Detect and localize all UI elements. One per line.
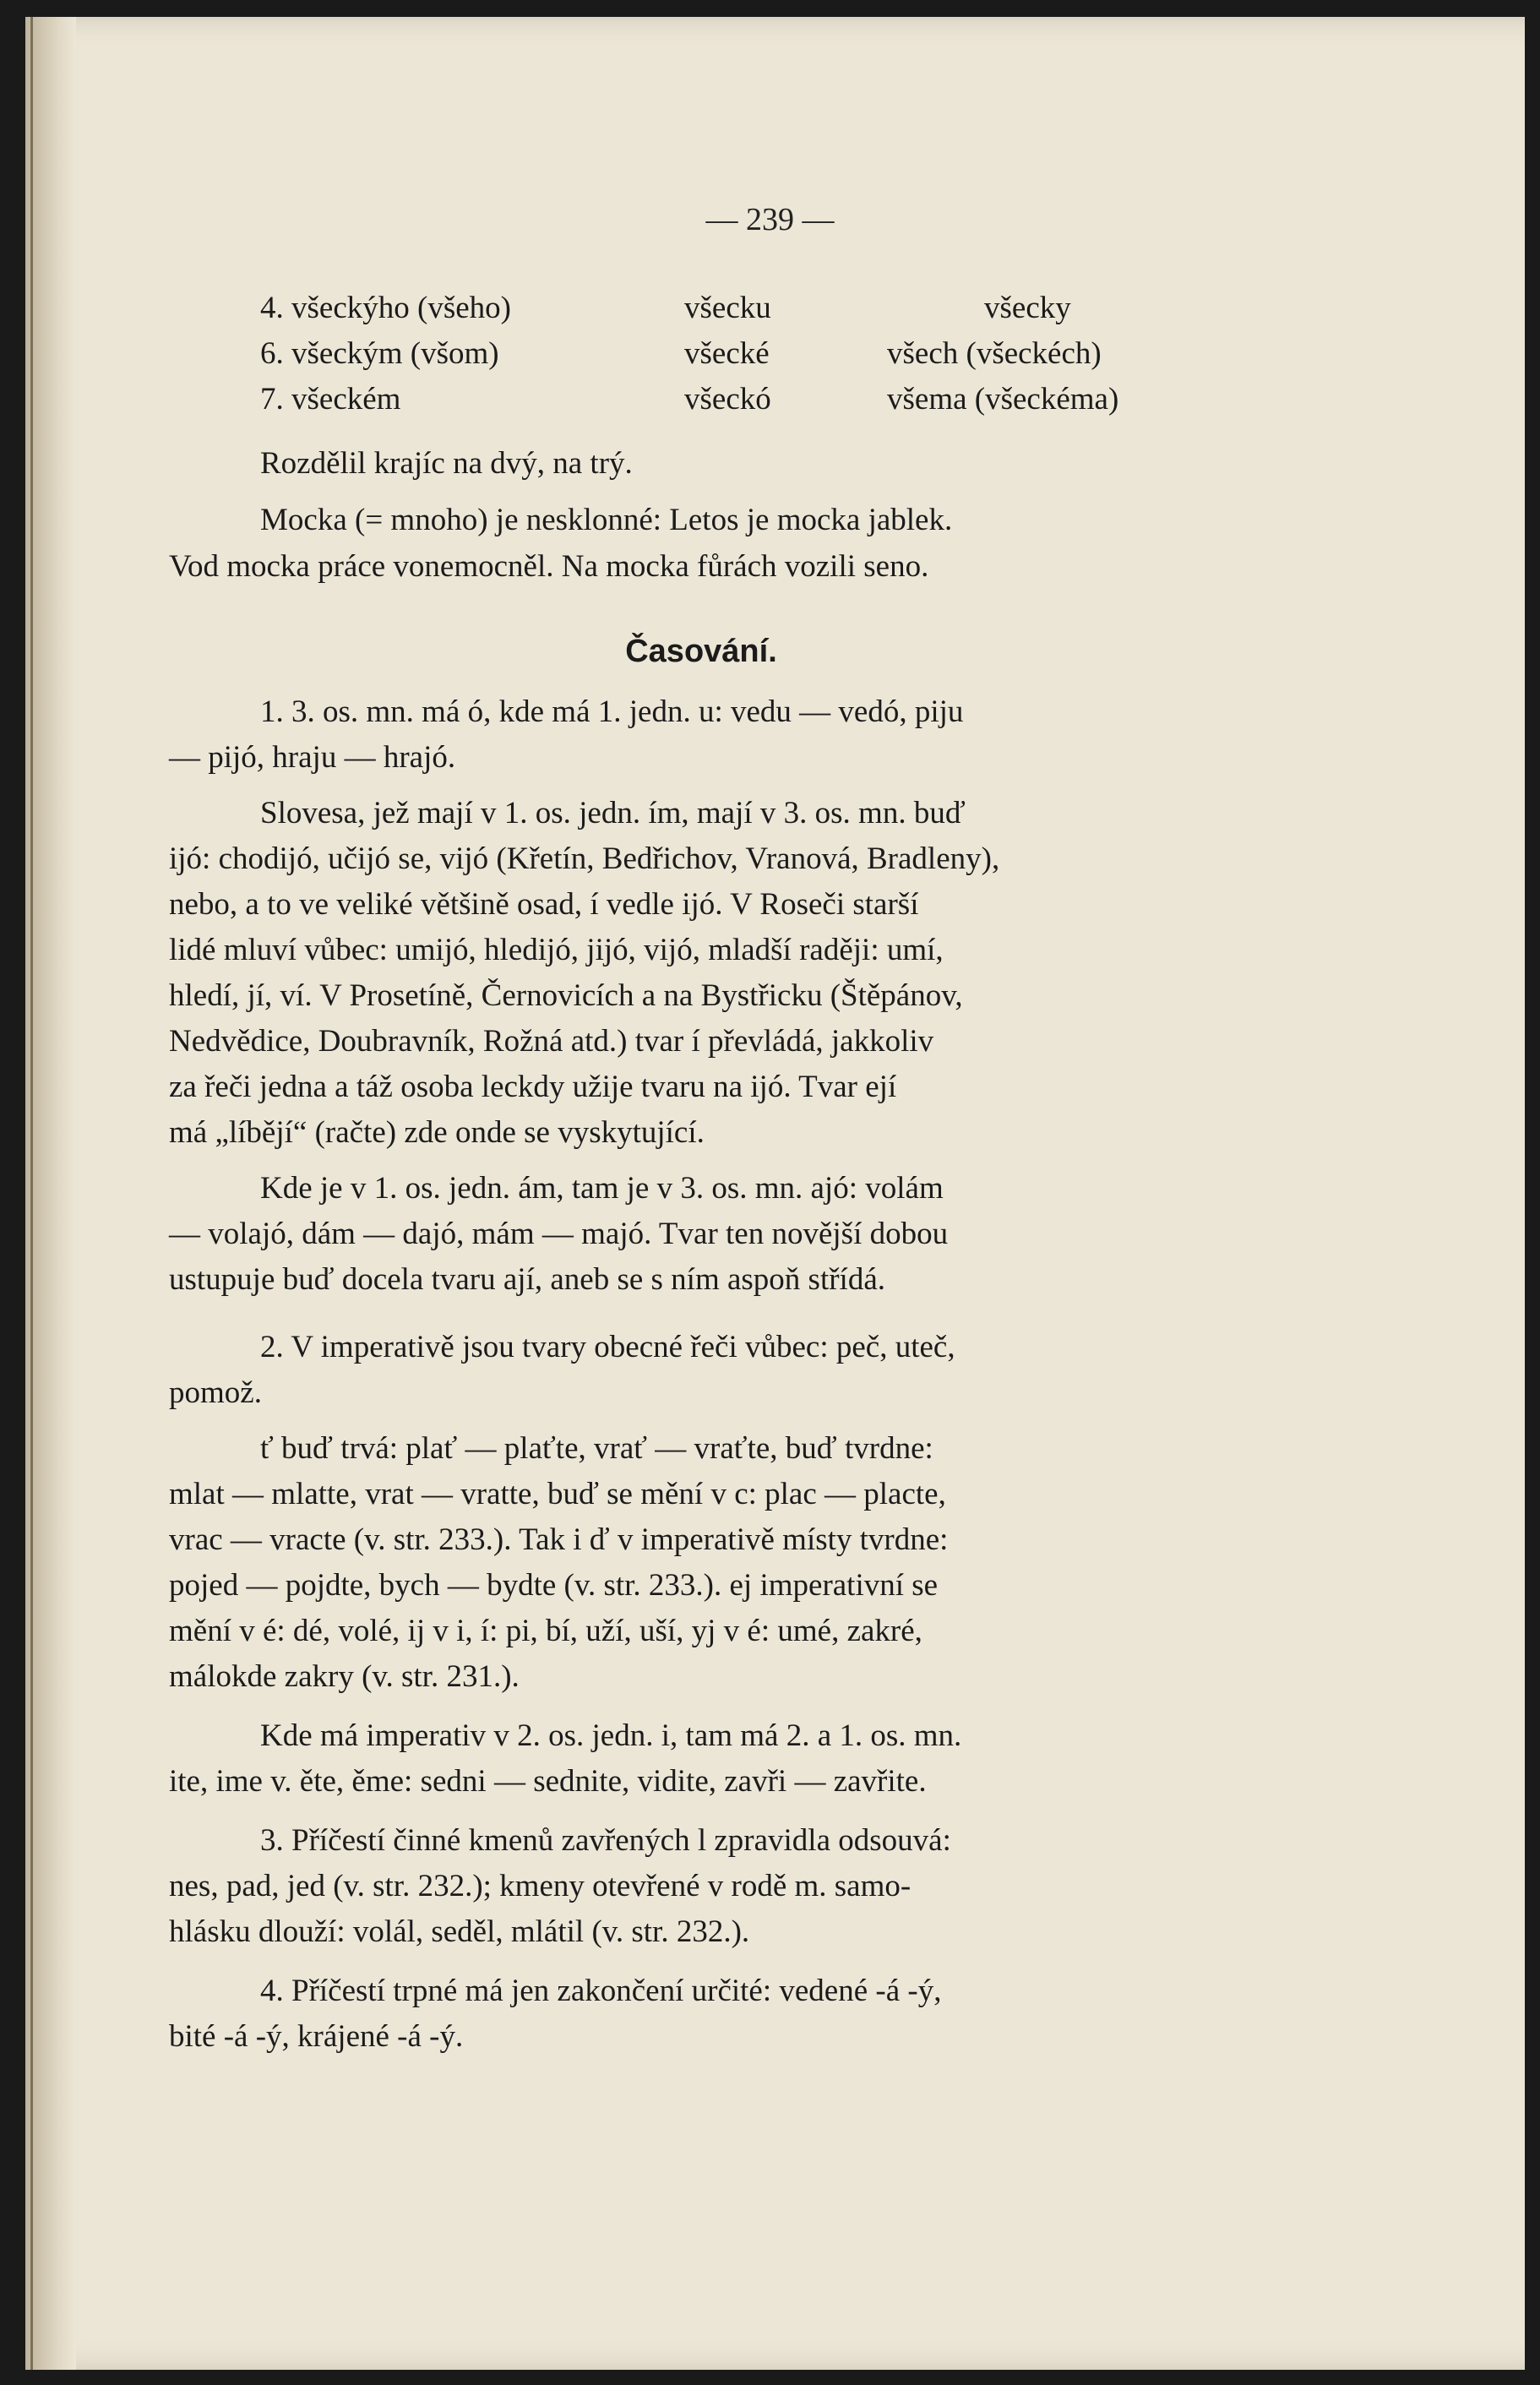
section-heading: Časování. bbox=[625, 634, 777, 669]
table-cell: všecké bbox=[684, 336, 770, 371]
table-cell: všema (všeckéma) bbox=[887, 382, 1119, 417]
table-cell: 7. všeckém bbox=[260, 382, 401, 417]
text-line: Vod mocka práce vonemocněl. Na mocka fůrách vozili seno. bbox=[169, 549, 929, 584]
text-line: vrac — vracte (v. str. 233.). Tak i ď v imperativě místy tvrdne: bbox=[169, 1522, 949, 1557]
text-line: mlat — mlatte, vrat — vratte, buď se mění v c: plac — placte, bbox=[169, 1477, 946, 1511]
text-line: ijó: chodijó, učijó se, vijó (Křetín, Bedřichov, Vranová, Bradleny), bbox=[169, 841, 1000, 876]
table-cell: 6. všeckým (všom) bbox=[260, 336, 499, 371]
table-cell: 4. všeckýho (všeho) bbox=[260, 291, 511, 325]
text-line: Nedvědice, Doubravník, Rožná atd.) tvar í převládá, jakkoliv bbox=[169, 1024, 934, 1059]
text-line: Kde je v 1. os. jedn. ám, tam je v 3. os. mn. ajó: volám bbox=[260, 1171, 944, 1206]
text-line: 2. V imperativě jsou tvary obecné řeči vůbec: peč, uteč, bbox=[260, 1330, 955, 1364]
text-line: pomož. bbox=[169, 1375, 262, 1410]
text-line: lidé mluví vůbec: umijó, hledijó, jijó, vijó, mladší raději: umí, bbox=[169, 933, 944, 967]
text-line: Mocka (= mnoho) je nesklonné: Letos je mocka jablek. bbox=[260, 503, 953, 537]
text-line: nebo, a to ve veliké většině osad, í vedle ijó. V Roseči starší bbox=[169, 887, 919, 922]
text-line: ustupuje buď docela tvaru ají, aneb se s ním aspoň střídá. bbox=[169, 1262, 886, 1297]
text-line: má „líbějí“ (račte) zde onde se vyskytující. bbox=[169, 1115, 705, 1150]
text-line: ť buď trvá: plať — plaťte, vrať — vraťte, buď tvrdne: bbox=[260, 1431, 933, 1466]
text-line: Kde má imperativ v 2. os. jedn. i, tam má 2. a 1. os. mn. bbox=[260, 1718, 962, 1753]
table-cell: všecky bbox=[984, 291, 1071, 325]
page-number: — 239 — bbox=[705, 202, 835, 237]
text-line: hlásku dlouží: volál, seděl, mlátil (v. str. 232.). bbox=[169, 1914, 750, 1949]
text-line: Rozdělil krajíc na dvý, na trý. bbox=[260, 446, 633, 481]
text-line: Slovesa, jež mají v 1. os. jedn. ím, mají v 3. os. mn. buď bbox=[260, 796, 966, 830]
text-line: bité -á -ý, krájené -á -ý. bbox=[169, 2019, 464, 2054]
text-line: hledí, jí, ví. V Prosetíně, Černovicích a na Bystřicku (Štěpánov, bbox=[169, 978, 963, 1013]
text-line: málokde zakry (v. str. 231.). bbox=[169, 1659, 520, 1694]
text-line: pojed — pojdte, bych — bydte (v. str. 233.). ej imperativní se bbox=[169, 1568, 939, 1603]
table-cell: všech (všeckéch) bbox=[887, 336, 1102, 371]
text-line: ite, ime v. ěte, ěme: sedni — sednite, vidite, zavři — zavřite. bbox=[169, 1764, 927, 1799]
text-line: — pijó, hraju — hrajó. bbox=[169, 740, 456, 775]
table-cell: všecku bbox=[684, 291, 771, 325]
text-line: 1. 3. os. mn. má ó, kde má 1. jedn. u: vedu — vedó, piju bbox=[260, 694, 964, 729]
table-cell: všeckó bbox=[684, 382, 771, 417]
text-line: 3. Příčestí činné kmenů zavřených l zpravidla odsouvá: bbox=[260, 1823, 951, 1858]
text-line: — volajó, dám — dajó, mám — majó. Tvar ten novější dobou bbox=[169, 1217, 949, 1251]
text-line: nes, pad, jed (v. str. 232.); kmeny otevřené v rodě m. samo- bbox=[169, 1869, 911, 1903]
text-line: 4. Příčestí trpné má jen zakončení určité: vedené -á -ý, bbox=[260, 1974, 942, 2008]
text-line: za řeči jedna a táž osoba leckdy užije tvaru na ijó. Tvar ejí bbox=[169, 1070, 897, 1104]
text-line: mění v é: dé, volé, ij v i, í: pi, bí, uží, uší, yj v é: umé, zakré, bbox=[169, 1614, 922, 1648]
